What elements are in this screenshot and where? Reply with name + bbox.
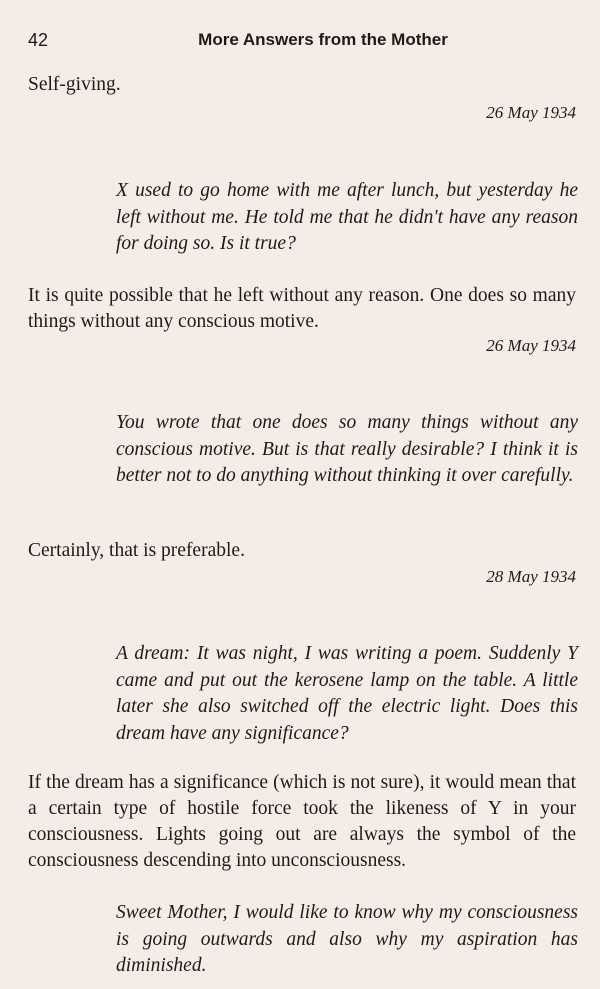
page-number: 42 <box>28 30 49 50</box>
answer-text: Self-giving. <box>28 74 121 95</box>
answer-text: It is quite possible that he left without any reason. One does so many things without any conscious motive. <box>28 285 576 332</box>
entry-date: 26 May 1934 <box>486 103 576 122</box>
question-text: A dream: It was night, I was writing a poem. Suddenly Y came and put out the kerosene lamp on the table. A little later she also switched off the electric light. Does this dream have any significance? <box>116 643 578 744</box>
page-header <box>28 30 572 54</box>
question-text: X used to go home with me after lunch, but yesterday he left without me. He told me that he didn't have any reason for doing so. Is it true? <box>116 180 578 254</box>
entry-date: 26 May 1934 <box>486 336 576 355</box>
running-title: More Answers from the Mother <box>198 30 448 49</box>
answer-text: If the dream has a significance (which is not sure), it would mean that a certain type of hostile force took the likeness of Y in your consciousness. Lights going out are always the symbol of the consciousness descending into unconsciousness. <box>28 772 576 871</box>
answer-text: Certainly, that is preferable. <box>28 540 245 561</box>
entry-date: 28 May 1934 <box>486 567 576 586</box>
question-text: You wrote that one does so many things without any conscious motive. But is that really desirable? I think it is better not to do anything without thinking it over carefully. <box>116 412 578 486</box>
question-text: Sweet Mother, I would like to know why my consciousness is going outwards and also why my aspiration has diminished. <box>116 902 578 976</box>
